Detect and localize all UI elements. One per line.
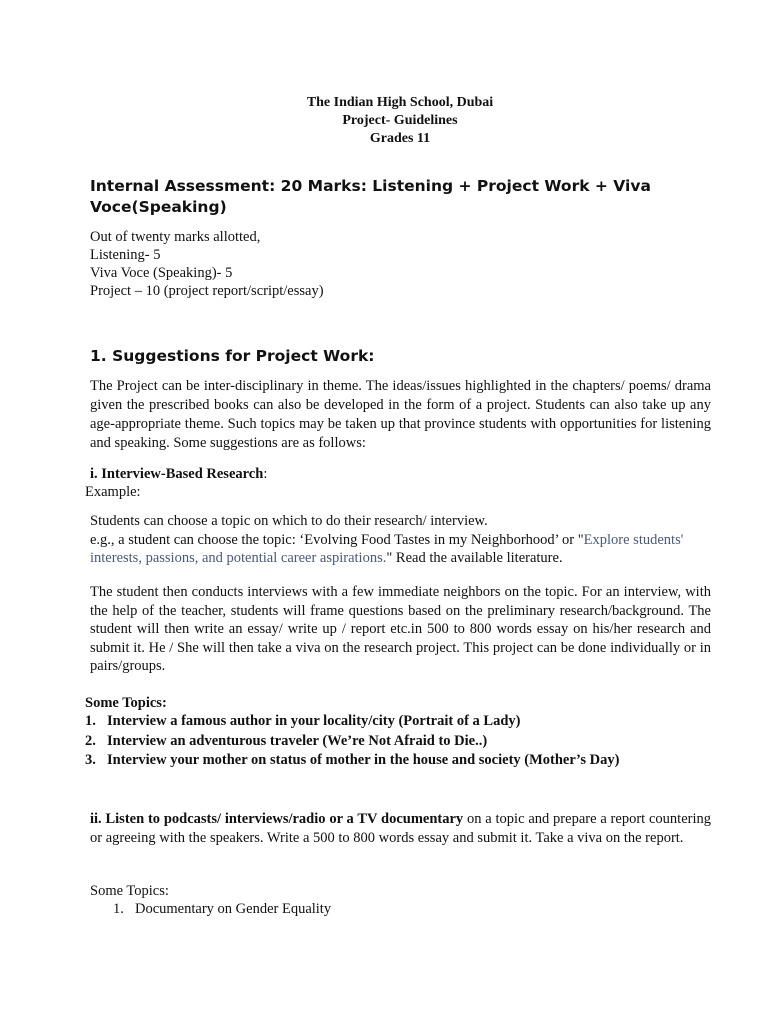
marks-line: Viva Voce (Speaking)- 5	[90, 265, 233, 281]
example-text: " Read the available literature.	[386, 550, 563, 566]
school-name: The Indian High School, Dubai	[306, 95, 494, 110]
example-paragraph	[90, 512, 711, 568]
list-number: 3.	[85, 752, 96, 768]
list-number: 1.	[85, 713, 96, 729]
example-text: e.g., a student can choose the topic: ‘Evolving Food Tastes in my Neighborhood’ or "	[90, 531, 584, 548]
topics-list	[113, 900, 331, 918]
subsection-i-title: i. Interview-Based Research	[90, 466, 264, 482]
topics-label: Some Topics:	[85, 695, 167, 711]
example-highlight-text: Explore students' interests, passions, and potential career aspirations.	[90, 531, 684, 566]
list-item	[85, 712, 619, 732]
list-item-text: Interview a famous author in your locality/city (Portrait of a Lady)	[107, 713, 521, 729]
subsection-i-colon: :	[263, 466, 268, 482]
document-header	[0, 94, 768, 148]
subsection-ii-text: on a topic and prepare a report countering or agreeing with the speakers. Write a 500 to 800 words essay and submit it. Take a viva on the report.	[90, 811, 711, 846]
list-item-text: Interview an adventurous traveler (We’re Not Afraid to Die..)	[107, 732, 488, 749]
example-line	[90, 531, 711, 568]
list-item-text: Interview your mother on status of mother in the house and society (Mother’s Day)	[107, 752, 620, 768]
subsection-i-heading	[90, 465, 267, 483]
example-line: Students can choose a topic on which to do their research/ interview.	[90, 513, 488, 529]
marks-line: Listening- 5	[90, 247, 161, 263]
section-heading: 1. Suggestions for Project Work:	[90, 347, 375, 365]
assessment-heading: Internal Assessment: 20 Marks: Listening + Project Work + Viva Voce(Speaking)	[90, 177, 651, 216]
marks-line: Out of twenty marks allotted,	[90, 229, 261, 245]
list-number: 2.	[85, 732, 96, 749]
document-title: Project- Guidelines	[342, 113, 458, 128]
grade-label: Grades 11	[369, 131, 431, 146]
example-label: Example:	[85, 484, 141, 500]
list-item	[85, 751, 619, 771]
list-number: 1.	[113, 901, 124, 917]
subsection-ii-paragraph	[90, 810, 711, 848]
list-item	[113, 900, 331, 918]
section-intro-paragraph: The Project can be inter-disciplinary in theme. The ideas/issues highlighted in the chapters/ poems/ drama given the prescribed books can also be developed in the form of a project. Students can also take up any age-appropriate theme. Such topics may be taken up that province students with opportunities for listening and speaking. Some suggestions are as follows:	[90, 378, 711, 451]
procedure-paragraph: The student then conducts interviews with a few immediate neighbors on the topic. For an interview, with the help of the teacher, students will frame questions based on the preliminary research/background. The student will then write an essay/ write up / report etc.in 500 to 800 words essay on his/her research and submit it. He / She will then take a viva on the research project. This project can be done individually or in pairs/groups.	[90, 584, 711, 674]
marks-breakdown	[90, 228, 324, 300]
list-item	[85, 732, 619, 752]
marks-line: Project – 10 (project report/script/essay)	[90, 283, 324, 299]
list-item-text: Documentary on Gender Equality	[135, 901, 332, 917]
topics-label: Some Topics:	[90, 883, 169, 899]
subsection-ii-title: ii. Listen to podcasts/ interviews/radio or a TV documentary	[90, 811, 464, 827]
topics-list	[85, 712, 619, 771]
